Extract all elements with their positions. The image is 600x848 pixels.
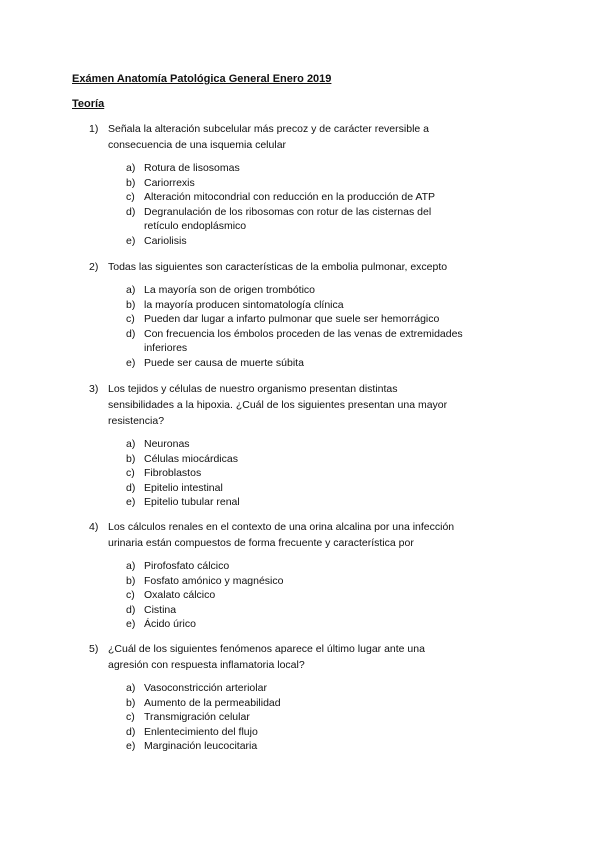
option-text: Marginación leucocitaria xyxy=(144,740,258,753)
option-letter: b) xyxy=(126,176,136,189)
option-letter: b) xyxy=(126,574,136,587)
option-letter: c) xyxy=(126,191,135,204)
option-letter: a) xyxy=(126,438,136,450)
option-text: Enlentecimiento del flujo xyxy=(144,725,258,738)
option-text: La mayoría son de origen trombótico xyxy=(144,284,316,296)
option-text: la mayoría producen sintomatología clínica xyxy=(144,298,344,311)
question-number: 2) xyxy=(89,261,99,273)
option-text: Cariorrexis xyxy=(144,176,195,189)
question-number: 4) xyxy=(89,521,99,533)
option-letter: b) xyxy=(126,452,136,465)
option-text: Fosfato amónico y magnésico xyxy=(144,574,284,587)
option-text: Pirofosfato cálcico xyxy=(144,560,230,572)
document-title: Exámen Anatomía Patológica General Enero 2019 xyxy=(72,73,332,85)
option-letter: e) xyxy=(126,235,136,247)
option-letter: b) xyxy=(126,298,136,311)
option-letter: d) xyxy=(126,481,136,494)
option-letter: e) xyxy=(126,618,136,631)
option-text: Oxalato cálcico xyxy=(144,589,216,602)
option-text: Vasoconstricción arteriolar xyxy=(144,682,267,694)
question-text: Señala la alteración subcelular más precoz y de carácter reversible a consecuencia de una isquemia celular xyxy=(108,123,429,151)
option-text: Ácido úrico xyxy=(144,618,196,631)
option-text: Cariolisis xyxy=(144,235,187,247)
question-text: ¿Cuál de los siguientes fenómenos aparece el último lugar ante una agresión con respuesta inflamatoria local? xyxy=(108,643,425,671)
option-letter: e) xyxy=(126,357,136,369)
option-letter: d) xyxy=(126,725,136,738)
option-letter: c) xyxy=(126,711,135,724)
question-number: 3) xyxy=(89,383,99,395)
question-number: 5) xyxy=(89,643,99,655)
option-letter: c) xyxy=(126,589,135,602)
option-text: Degranulación de los ribosomas con rotur de las cisternas del retículo endoplásmico xyxy=(144,205,432,233)
option-text: Puede ser causa de muerte súbita xyxy=(144,357,304,369)
option-letter: a) xyxy=(126,284,136,296)
option-text: Células miocárdicas xyxy=(144,452,238,465)
option-text: Epitelio tubular renal xyxy=(144,496,240,509)
option-letter: e) xyxy=(126,740,136,753)
option-text: Fibroblastos xyxy=(144,467,202,480)
option-text: Alteración mitocondrial con reducción en la producción de ATP xyxy=(144,191,436,204)
option-letter: c) xyxy=(126,467,135,480)
option-text: Neuronas xyxy=(144,438,190,450)
question-text: Los tejidos y células de nuestro organismo presentan distintas sensibilidades a la hipoxia. ¿Cuál de los siguientes presentan una mayor resistencia? xyxy=(108,383,448,427)
option-letter: e) xyxy=(126,496,136,509)
option-letter: a) xyxy=(126,682,136,694)
option-letter: b) xyxy=(126,696,136,709)
option-text: Cistina xyxy=(144,603,177,616)
option-text: Rotura de lisosomas xyxy=(144,162,240,174)
section-title: Teoría xyxy=(72,98,105,110)
option-letter: a) xyxy=(126,162,136,174)
option-text: Epitelio intestinal xyxy=(144,481,223,494)
question-number: 1) xyxy=(89,123,99,135)
question-text: Los cálculos renales en el contexto de una orina alcalina por una infección urinaria están compuestos de forma frecuente y característica por xyxy=(108,521,455,549)
option-text: Aumento de la permeabilidad xyxy=(144,696,281,709)
option-letter: c) xyxy=(126,313,135,326)
option-letter: d) xyxy=(126,327,136,340)
option-letter: d) xyxy=(126,603,136,616)
option-text: Transmigración celular xyxy=(144,711,250,724)
option-letter: d) xyxy=(126,205,136,218)
option-letter: a) xyxy=(126,560,136,572)
option-text: Con frecuencia los émbolos proceden de las venas de extremidades inferiores xyxy=(144,327,463,355)
option-text: Pueden dar lugar a infarto pulmonar que suele ser hemorrágico xyxy=(144,313,440,326)
question-text: Todas las siguientes son características de la embolia pulmonar, excepto xyxy=(108,261,448,273)
